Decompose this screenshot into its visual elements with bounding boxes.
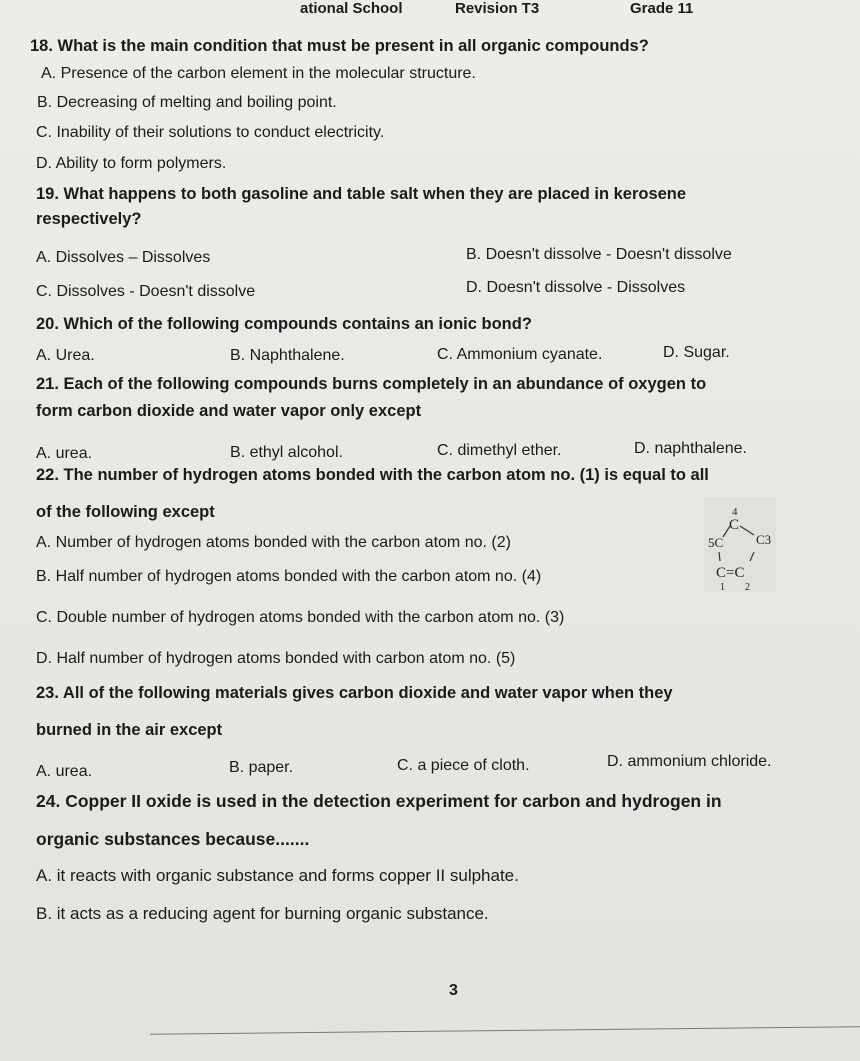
question-19-stem-line2: respectively?	[36, 210, 142, 228]
label-1: 1	[720, 582, 725, 592]
question-24-stem-line1: 24. Copper II oxide is used in the detection experiment for carbon and hydrogen in	[36, 791, 722, 811]
grade-label: Grade 11	[630, 0, 694, 17]
question-20-stem: 20. Which of the following compounds contains an ionic bond?	[36, 315, 532, 333]
q18-option-c: C. Inability of their solutions to conduct electricity.	[36, 124, 385, 141]
question-22-stem-line1: 22. The number of hydrogen atoms bonded with the carbon atom no. (1) is equal to all	[36, 466, 709, 484]
school-label: ational School	[300, 0, 403, 17]
carbon-ring-svg	[704, 497, 776, 592]
q21-option-c: C. dimethyl ether.	[437, 442, 562, 459]
question-21-stem-line1: 21. Each of the following compounds burns completely in an abundance of oxygen to	[36, 375, 707, 393]
q19-option-d: D. Doesn't dissolve - Dissolves	[466, 279, 686, 296]
q19-option-b: B. Doesn't dissolve - Doesn't dissolve	[466, 246, 732, 263]
question-21-stem-line2: form carbon dioxide and water vapor only except	[36, 402, 422, 420]
label-2: 2	[745, 582, 750, 592]
q23-option-d: D. ammonium chloride.	[607, 753, 772, 770]
q19-option-a: A. Dissolves – Dissolves	[36, 249, 211, 266]
q21-option-a: A. urea.	[36, 445, 93, 462]
q19-option-c: C. Dissolves - Doesn't dissolve	[36, 283, 256, 300]
q18-option-d: D. Ability to form polymers.	[36, 155, 227, 172]
question-18-stem: 18. What is the main condition that must be present in all organic compounds?	[30, 37, 649, 55]
label-4: 4	[732, 506, 738, 518]
q20-option-d: D. Sugar.	[663, 344, 730, 361]
q20-option-a: A. Urea.	[36, 347, 95, 364]
q23-option-b: B. paper.	[229, 759, 294, 776]
question-23-stem-line1: 23. All of the following materials gives carbon dioxide and water vapor when they	[36, 684, 673, 702]
q22-option-a: A. Number of hydrogen atoms bonded with the carbon atom no. (2)	[36, 534, 511, 551]
page-number: 3	[449, 982, 458, 999]
question-19-stem-line1: 19. What happens to both gasoline and table salt when they are placed in kerosene	[36, 185, 687, 203]
q21-option-d: D. naphthalene.	[634, 440, 747, 457]
atom-c5: 5C	[708, 535, 724, 550]
q20-option-b: B. Naphthalene.	[230, 347, 345, 364]
q20-option-c: C. Ammonium cyanate.	[437, 346, 603, 363]
atom-c3: C3	[756, 532, 772, 547]
question-23-stem-line2: burned in the air except	[36, 721, 223, 739]
q23-option-a: A. urea.	[36, 763, 93, 780]
q22-option-b: B. Half number of hydrogen atoms bonded with the carbon atom no. (4)	[36, 568, 542, 585]
atom-c1-c2: C=C	[716, 565, 745, 581]
question-24-stem-line2: organic substances because.......	[36, 829, 310, 849]
q24-option-a: A. it reacts with organic substance and forms copper II sulphate.	[36, 866, 519, 885]
q21-option-b: B. ethyl alcohol.	[230, 444, 343, 461]
revision-label: Revision T3	[455, 0, 540, 17]
page-bottom-edge	[150, 1026, 860, 1034]
page-header	[0, 0, 860, 22]
question-22-stem-line2: of the following except	[36, 503, 215, 521]
q18-option-b: B. Decreasing of melting and boiling point.	[37, 94, 337, 111]
carbon-ring-diagram	[704, 497, 776, 592]
q22-option-c: C. Double number of hydrogen atoms bonded with the carbon atom no. (3)	[36, 609, 565, 626]
q24-option-b: B. it acts as a reducing agent for burning organic substance.	[36, 904, 489, 923]
q22-option-d: D. Half number of hydrogen atoms bonded with carbon atom no. (5)	[36, 650, 516, 667]
atom-c4: C	[729, 517, 740, 533]
q23-option-c: C. a piece of cloth.	[397, 757, 530, 774]
q18-option-a: A. Presence of the carbon element in the molecular structure.	[41, 65, 476, 82]
